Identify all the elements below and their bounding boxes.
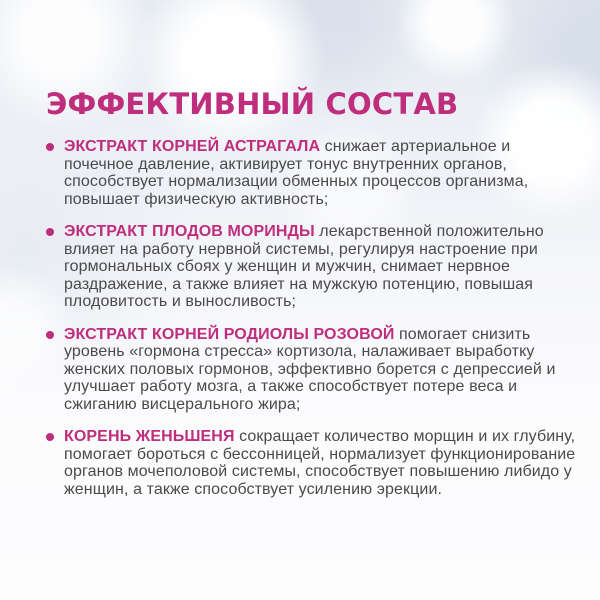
ingredient-name: ЭКСТРАКТ КОРНЕЙ АСТРАГАЛА [64, 138, 321, 155]
ingredient-name: КОРЕНЬ ЖЕНЬШЕНЯ [64, 428, 235, 445]
ingredient-description: снижает артериальное и почечное давление, активирует тонус внутренних органов, способствует нормализации обменных процессов организма, повышает физическую активность; [64, 138, 529, 208]
list-item [46, 326, 584, 414]
ingredient-description: сокращает количество морщин и их глубину, помогает бороться с бессонницей, нормализует функционирование органов мочеполовой системы, способствует повышению либидо у женщин, а также способствует усилению эрекции. [64, 428, 576, 498]
page-title: ЭФФЕКТИВНЫЙ СОСТАВ [46, 87, 459, 121]
list-item [46, 138, 584, 208]
bullet-dot-icon [46, 433, 54, 441]
bullet-dot-icon [46, 331, 54, 339]
ingredient-list [46, 138, 584, 498]
ingredient-description: лекарственной положительно влияет на работу нервной системы, регулируя настроение при гормональных сбоях у женщин и мужчин, снимает нервное раздражение, а также влияет на мужскую потенцию, повышая плодовитость и выносливость; [64, 223, 544, 310]
content-area [46, 88, 584, 513]
ingredient-name: ЭКСТРАКТ ПЛОДОВ МОРИНДЫ [64, 223, 315, 240]
ingredient-name: ЭКСТРАКТ КОРНЕЙ РОДИОЛЫ РОЗОВОЙ [64, 325, 395, 343]
ingredient-description: помогает снизить уровень «гормона стресса» кортизола, налаживает выработку женских половых гормонов, эффективно борется с депрессией и улучшает работу мозга, а также способствует потере веса и сжиганию висцерального жира; [64, 325, 556, 413]
list-item [46, 223, 584, 311]
bullet-dot-icon [46, 228, 54, 236]
bullet-dot-icon [46, 143, 54, 151]
list-item [46, 428, 584, 498]
